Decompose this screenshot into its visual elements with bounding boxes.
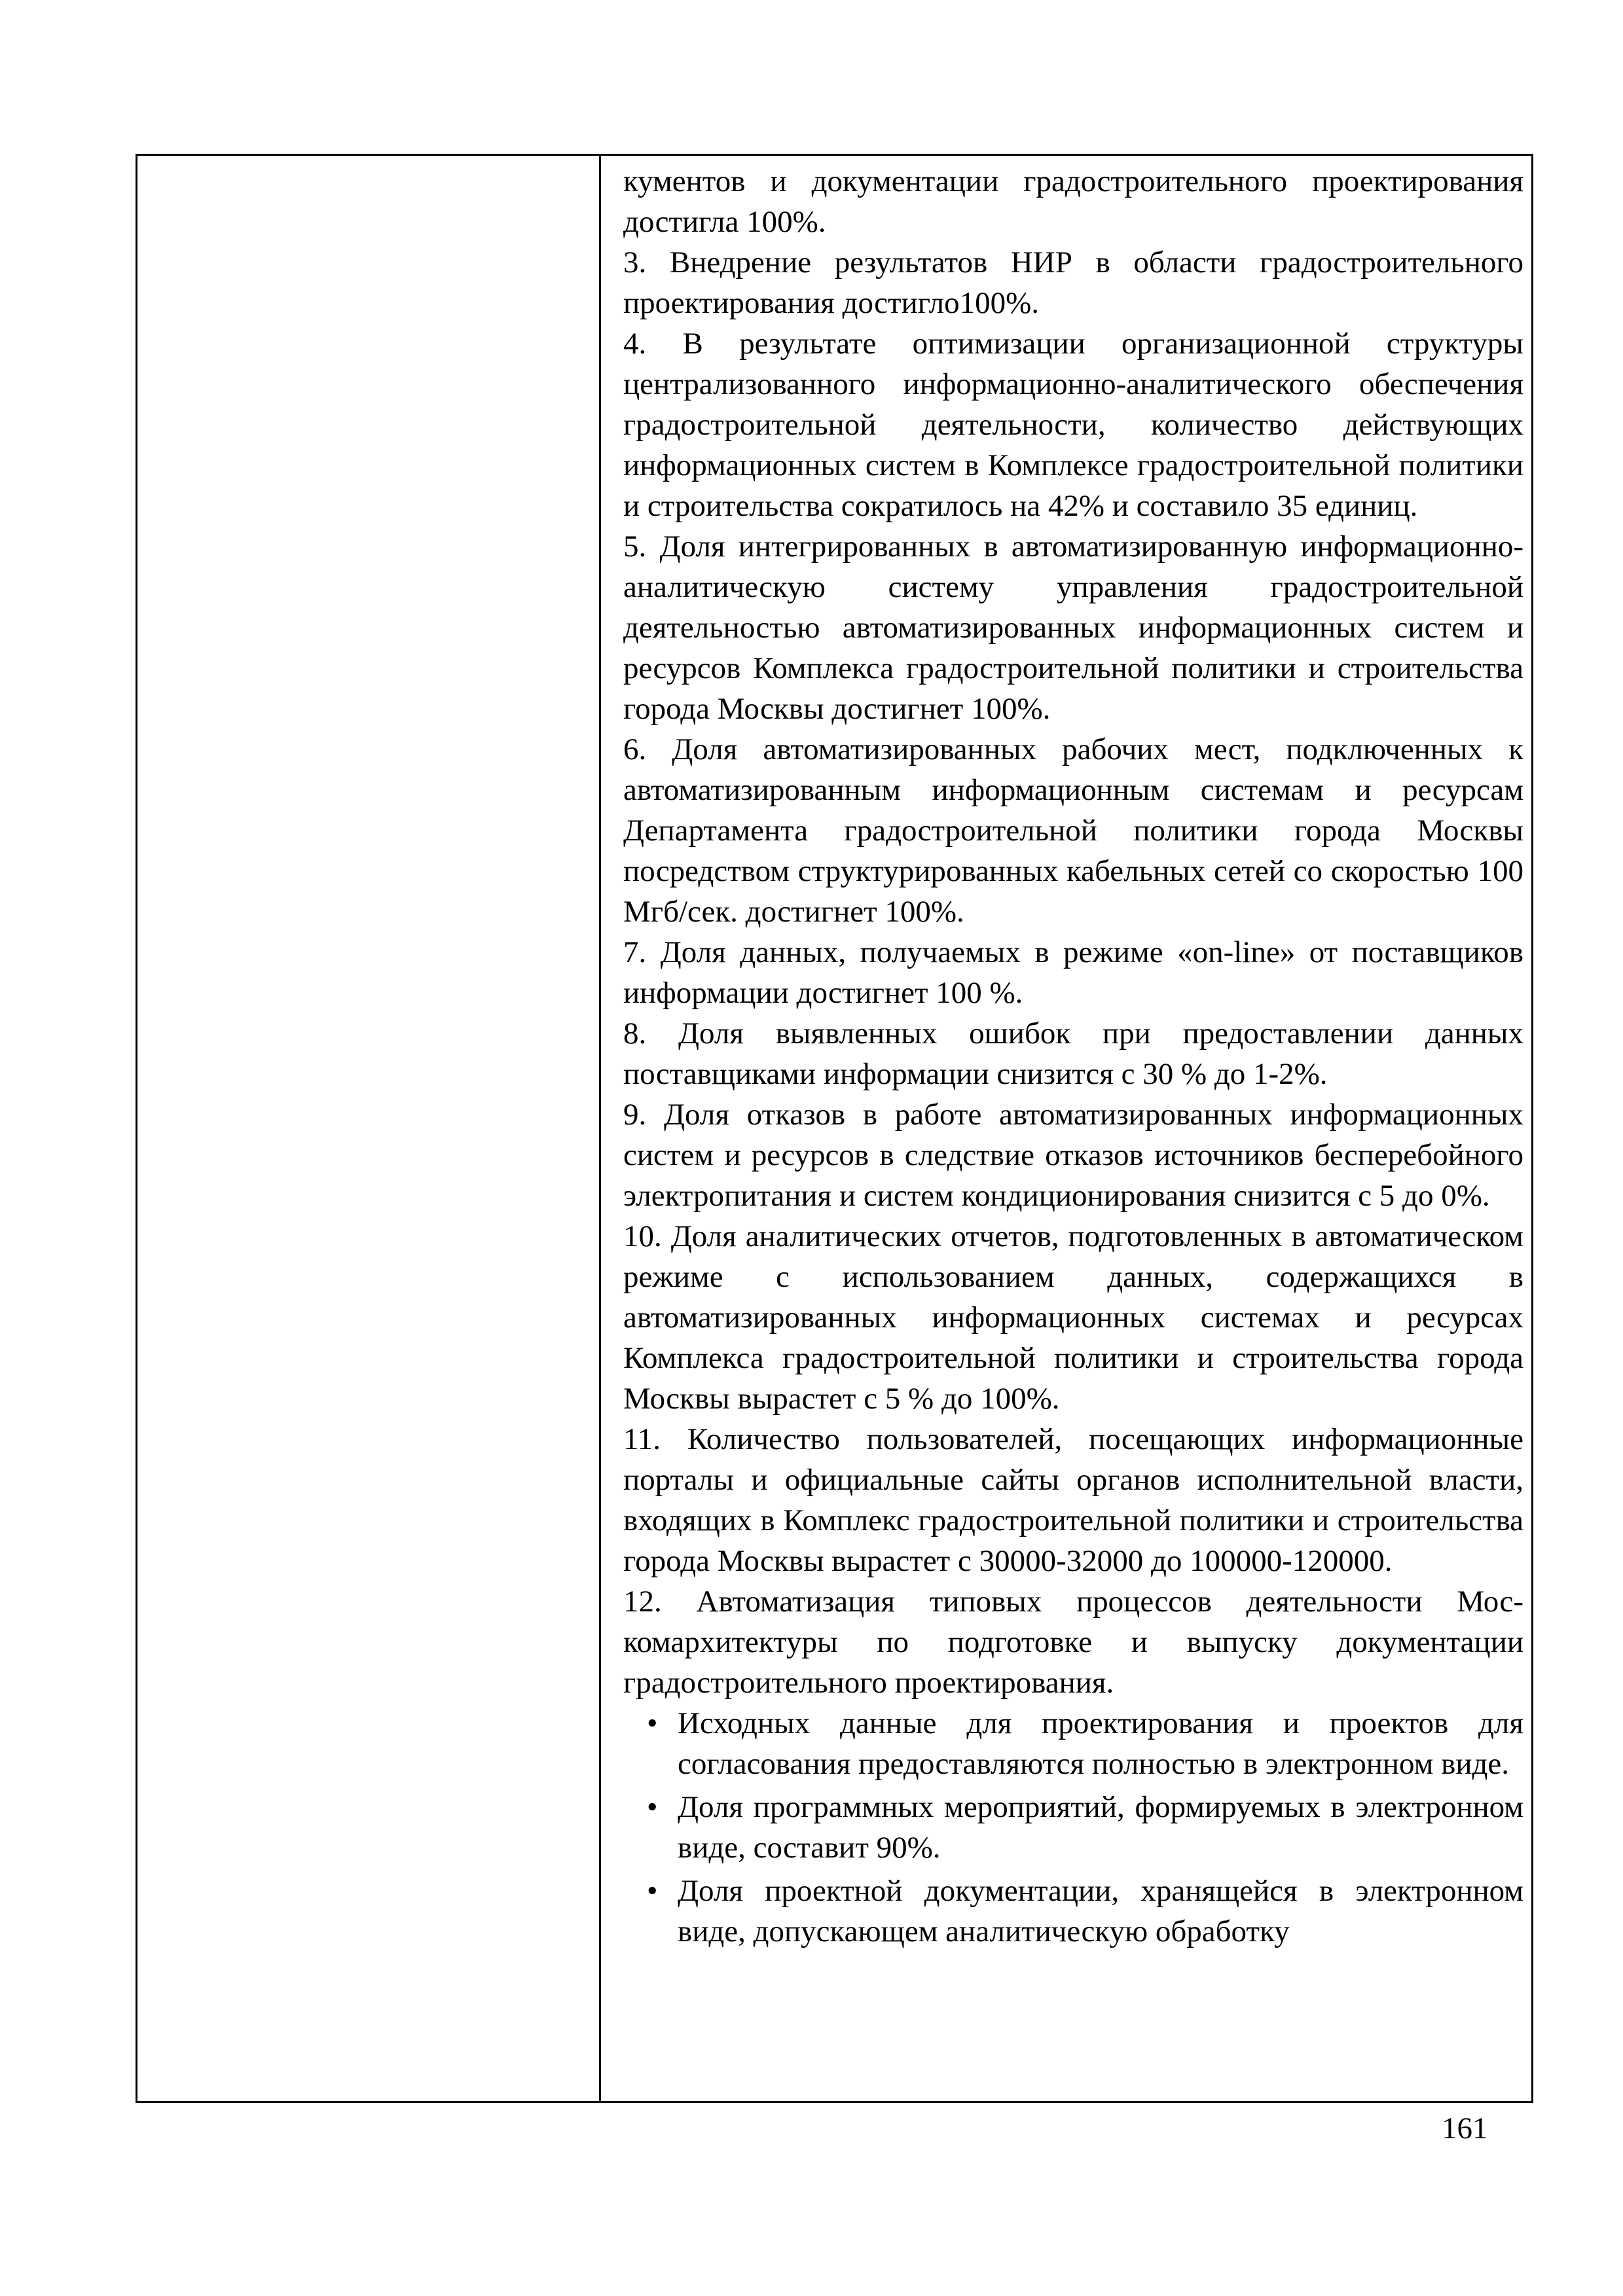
bullet-item [623,1703,1523,1784]
bullet-text: Доля программных мероприятий, формируемых в электронном виде, составит 90%. [678,1790,1523,1865]
bullet-item [623,1787,1523,1868]
bullet-icon: • [647,1790,658,1824]
paragraph-item-8: 8. Доля выявленных ошибок при предоставлении данных поставщиками информации снизится с 30 % до 1-2%. [623,1016,1523,1091]
paragraph-item-12: 12. Автоматизация типовых процессов деятельности Москомархитектуры по подготовке и выпуску документации градостроительного проектирования. [623,1585,1523,1700]
table-right-cell [601,156,1531,2101]
document-table [136,154,1533,2103]
paragraph-continuation: кументов и документации градостроительного проектирования достигла 100%. [623,164,1523,239]
paragraph-item-10: 10. Доля аналитических отчетов, подготовленных в автоматическом режиме с использованием данных, содержащихся в автоматизированных информационных системах и ресурсах Комплекса градостроительной политики и строительства города Москвы вырастет с 5 % до 100%. [623,1219,1523,1416]
table-left-cell [137,156,601,2101]
paragraph-item-5: 5. Доля интегрированных в автоматизированную информационно-аналитическую систему управления градостроительной деятельностью автоматизированных информационных систем и ресурсов Комплекса градостроительной политики и строительства города Москвы достигнет 100%. [623,529,1523,726]
paragraph-item-7: 7. Доля данных, получаемых в режиме «on-line» от поставщиков информации достигнет 100 %. [623,935,1523,1010]
paragraph-item-9: 9. Доля отказов в работе автоматизированных информационных систем и ресурсов в следствие отказов источников бесперебойного электропитания и систем кондиционирования снизится с 5 до 0%. [623,1098,1523,1213]
paragraph-item-11: 11. Количество пользователей, посещающих информационные порталы и официальные сайты органов исполнительной власти, входящих в Комплекс градостроительной политики и строительства города Москвы вырастет с 30000-32000 до 100000-120000. [623,1422,1523,1578]
page-number: 161 [1442,2111,1488,2145]
paragraph-item-4: 4. В результате оптимизации организационной структуры централизованного информационно-аналитического обеспечения градостроительной деятельности, количество действующих информационных систем в Комплексе градостроительной политики и строительства сократилось на 42% и составило 35 единиц. [623,327,1523,523]
bullet-list [623,1703,1523,1952]
paragraph-item-3: 3. Внедрение результатов НИР в области градостроительного проектирования достигло100%. [623,245,1523,320]
bullet-item [623,1871,1523,1952]
bullet-icon: • [647,1874,658,1908]
bullet-icon: • [647,1706,658,1740]
paragraph-item-6: 6. Доля автоматизированных рабочих мест, подключенных к автоматизированным информационным системам и ресурсам Департамента градостроительной политики города Москвы посредством структурированных кабельных сетей со скоростью 100 Мгб/сек. достигнет 100%. [623,732,1523,929]
bullet-text: Доля проектной документации, хранящейся в электронном виде, допускающем аналитическую обработку [678,1874,1523,1948]
bullet-text: Исходных данные для проектирования и проектов для согласования предоставляются полностью в электронном виде. [678,1706,1523,1781]
